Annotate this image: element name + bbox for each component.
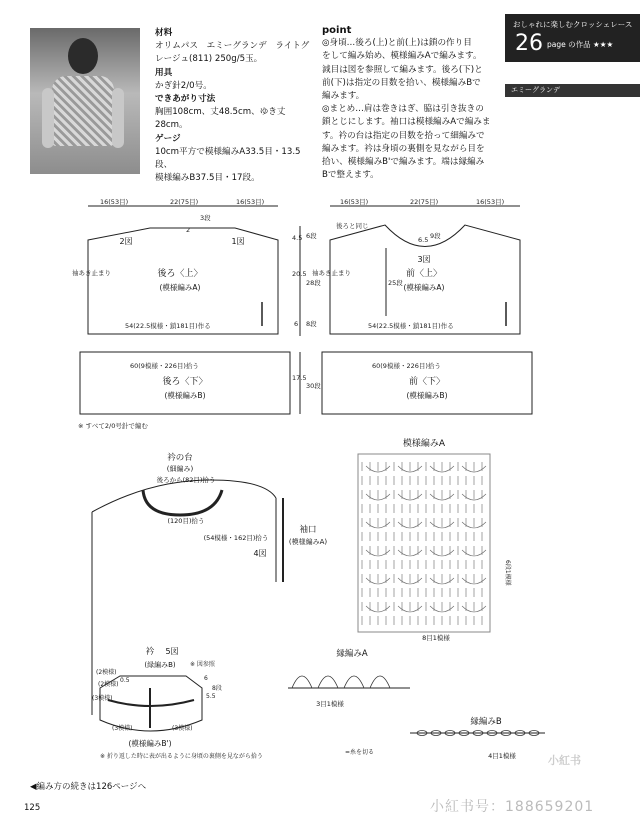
row-label: 3段 [200, 214, 211, 222]
watermark-text: 小紅书号：188659201 [430, 799, 595, 815]
material-line-2: レージュ(811) 250g/5玉。 [155, 54, 263, 65]
row-label: 2 [186, 226, 191, 234]
sleeve-pattern: (模様編みA) [288, 538, 328, 546]
row-label: 6段 [306, 232, 317, 240]
pick-label: 60(9模様・226目)拾う [130, 362, 199, 370]
front-upper-label: 前〈上〉 [405, 269, 443, 279]
gauge-line-2: 模様編みB37.5目・17段。 [155, 173, 260, 184]
yarn-bar: エミーグランデ [505, 84, 640, 97]
pattern-a-repeat: 8目1模様 [422, 634, 450, 642]
collar-title: 衿 [145, 647, 155, 657]
side-label: 袖あき止まり [72, 269, 111, 277]
collar-dim: 6 [204, 675, 208, 682]
dim-label: 17.5 [292, 374, 307, 382]
tools-heading: 用具 [155, 67, 173, 78]
front-upper-pattern: (模様編みA) [403, 283, 445, 292]
collar-base-shoulder [92, 480, 276, 512]
pick-120-label: (120目)拾う [167, 517, 205, 525]
back-lower-label: 後ろ〈下〉 [162, 377, 208, 387]
point-title: point [322, 25, 352, 36]
back-lower-pattern: (模様編みB) [164, 391, 206, 400]
pick-54-label: (54模様・162目)拾う [203, 534, 269, 542]
dim-label: 16(53目) [236, 198, 265, 206]
collar-base-pattern: (細編み) [166, 465, 194, 473]
dim-label: 6 [294, 320, 299, 328]
watermark-logo: 小紅书 [548, 754, 581, 767]
front-lower-pattern: (模様編みB) [406, 391, 448, 400]
pick-label: 60(9模様・226目)拾う [372, 362, 441, 370]
fig5-label: 5図 [165, 647, 179, 656]
point-line: ◎身頃…後ろ(上)と前(上)は鎖の作り目 [322, 38, 472, 49]
material-heading: 材料 [155, 28, 173, 38]
collar-repeat: (3模様) [112, 725, 133, 732]
material-line-1: オリムパス エミーグランデ ライトグ [155, 41, 310, 52]
point-line: Bで整えます。 [322, 170, 379, 181]
collar-repeat: (2模様) [96, 669, 117, 676]
sleeve-title: 袖口 [299, 525, 317, 535]
row-label: 9段 [430, 232, 441, 240]
row-label: 28段 [306, 279, 321, 287]
edge-a-loops [292, 676, 390, 688]
fig2-label: 2図 [119, 237, 133, 246]
shoulder-label: 後ろと同じ [336, 222, 369, 230]
collar-repeat: (3模様) [172, 725, 193, 732]
collar-rows: 8段 [212, 685, 222, 692]
dim-label: 16(53目) [340, 198, 369, 206]
pattern-a-stitches [362, 462, 486, 625]
fig1-label: 1図 [231, 237, 245, 246]
dim-label: 22(75目) [410, 198, 439, 206]
cut-legend: =糸を切る [345, 749, 375, 756]
dim-label: 16(53目) [476, 198, 505, 206]
fig4-label: 4図 [253, 549, 267, 558]
point-line: す。衿の台は指定の目数を拾って細編みで [322, 130, 485, 141]
project-page-suffix: page の作品 ★★★ [547, 40, 614, 49]
dim-label: 20.5 [292, 270, 307, 278]
point-line: 鎖とじにします。袖口は模様編みAで編みま [322, 117, 491, 128]
row-label: 30段 [306, 382, 321, 390]
back-upper-outline [88, 228, 278, 334]
gauge-heading: ゲージ [155, 133, 181, 144]
point-line: 拾い、模様編みB'で編みます。端は縁編み [322, 157, 485, 168]
collar-repeat: (2模様) [98, 681, 119, 688]
point-line: ◎まとめ…肩は巻きはぎ、脇は引き抜きの [322, 104, 484, 115]
edge-b-repeat: 4目1模様 [488, 752, 516, 760]
row-label: 8段 [306, 320, 317, 328]
point-line: をして編み始め、模様編みAで編みます。 [322, 51, 482, 62]
collar-base-title: 衿の台 [167, 453, 193, 463]
project-page-number: 26 [515, 31, 543, 56]
dim-label: 6.5 [418, 236, 429, 244]
hook-note: ※ すべて2/0号針で編む [78, 422, 148, 430]
edge-b-title: 縁編みB [470, 717, 502, 727]
size-heading: できあがり寸法 [155, 94, 216, 105]
gauge-line-1: 10cm平方で模様編みA33.5目・13.5段、 [155, 146, 301, 171]
tools-text: かぎ針2/0号。 [155, 80, 212, 91]
point-line: 編みます。 [322, 91, 365, 102]
dim-label: 16(53目) [100, 198, 129, 206]
series-title: おしゃれに楽しむクロッシェレース [513, 20, 633, 29]
size-text: 胸囲108cm、丈48.5cm、ゆき丈28cm。 [155, 107, 286, 131]
dim-label: 22(75目) [170, 198, 199, 206]
collar-edge-label: (緑編みB) [144, 661, 176, 669]
point-line: 編みます。衿は身頃の裏側を見ながら目を [322, 143, 485, 154]
continue-note: ◀編み方の続きは126ページへ [30, 782, 147, 792]
front-lower-label: 前〈下〉 [408, 377, 446, 387]
pattern-a-rows: 6段1模様 [504, 560, 511, 586]
fig-ref-note: ※ 図参照 [190, 661, 215, 668]
side-label: 袖あき止まり [312, 269, 351, 277]
collar-repeat: (3模様) [92, 695, 113, 702]
collar-pattern-label: (模様編みB') [128, 739, 172, 748]
collar-dim: 5.5 [206, 693, 216, 700]
pick-82-label: 後ろから(82目)拾う [156, 476, 216, 484]
row-label: 25段 [388, 279, 403, 287]
collar-base-band [143, 490, 222, 515]
collar-note: ※ 折り返した時に表が出るように身頃の裏側を見ながら拾う [100, 753, 263, 760]
back-upper-label: 後ろ〈上〉 [157, 269, 203, 279]
edge-a-repeat: 3目1模様 [316, 700, 344, 708]
edge-a-title: 縁編みA [336, 649, 368, 659]
point-line: 減目は図を参照して編みます。後ろ(下)と [322, 64, 483, 75]
point-line: 前(下)は指定の目数を拾い、模様編みBで [322, 77, 481, 88]
dim-label: 4.5 [292, 234, 303, 242]
page-number: 125 [24, 803, 41, 813]
back-upper-pattern: (模様編みA) [159, 283, 201, 292]
chain-label: 54(22.5模様・鎖181目)作る [125, 322, 211, 330]
pattern-a-title: 模様編みA [402, 439, 446, 449]
chain-label: 54(22.5模様・鎖181目)作る [368, 322, 454, 330]
fig3-label: 3図 [417, 255, 431, 264]
collar-dim: 0.5 [120, 677, 130, 684]
